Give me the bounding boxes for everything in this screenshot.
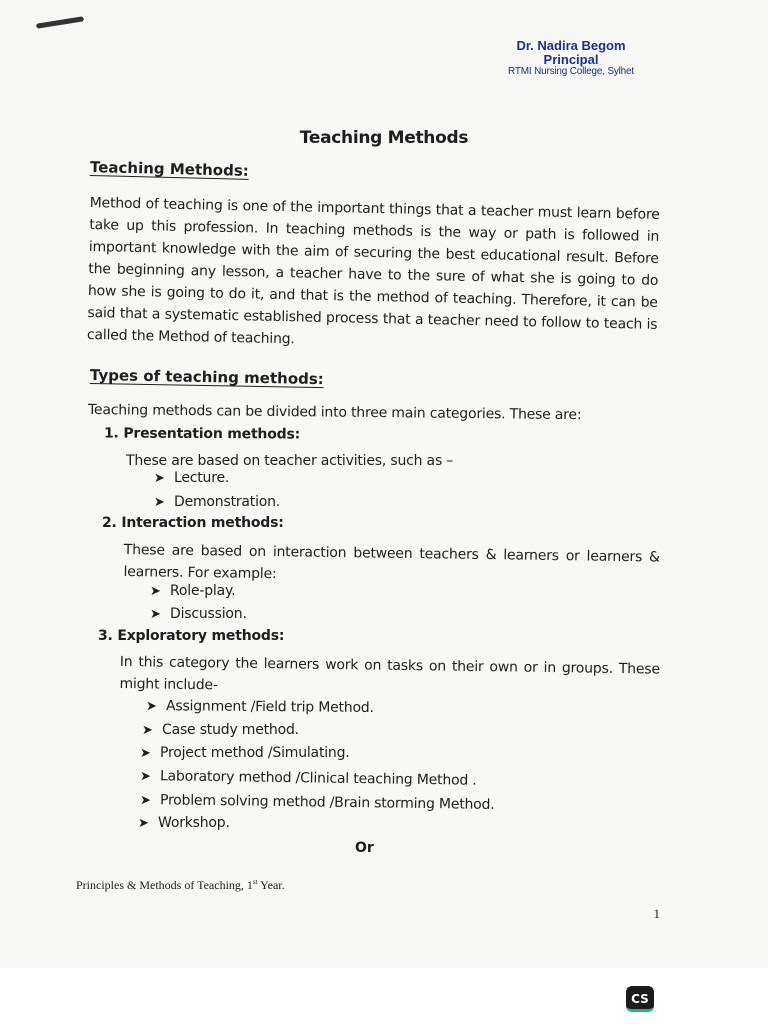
arrowhead-bullet-icon: ➤ xyxy=(139,769,151,785)
list-item: ➤ Laboratory method /Clinical teaching Method . xyxy=(139,768,477,789)
categories-intro: Teaching methods can be divided into three main categories. These are: xyxy=(87,402,582,424)
page-number: 1 xyxy=(653,906,660,921)
footer-course: Principles & Methods of Teaching, 1st Year. xyxy=(76,878,285,892)
or-separator: Or xyxy=(355,840,374,856)
author-institution: RTMI Nursing College, Sylhet xyxy=(508,66,634,77)
author-role: Principal xyxy=(543,52,599,67)
list-item: ➤ Demonstration. xyxy=(154,494,281,510)
camscanner-logo-icon: CS xyxy=(626,986,654,1012)
author-name: Dr. Nadira Begom xyxy=(516,38,626,53)
author-block xyxy=(496,38,646,77)
list-item: ➤ Workshop. xyxy=(138,815,230,831)
page-title: Teaching Methods xyxy=(299,128,469,148)
list-item: ➤ Discussion. xyxy=(150,606,247,622)
arrowhead-bullet-icon: ➤ xyxy=(139,793,151,809)
category-title-presentation: 1. Presentation methods: xyxy=(103,425,301,443)
list-item: ➤ Lecture. xyxy=(154,470,230,486)
pen-mark xyxy=(36,16,84,28)
arrowhead-bullet-icon: ➤ xyxy=(138,816,149,831)
list-item: ➤ Case study method. xyxy=(142,722,299,738)
list-item: ➤ Assignment /Field trip Method. xyxy=(145,698,374,716)
category-desc-presentation: These are based on teacher activities, such as – xyxy=(126,453,454,469)
list-item: ➤ Role-play. xyxy=(150,583,236,599)
section-heading-teaching-methods: Teaching Methods: xyxy=(89,158,249,180)
category-desc-interaction: These are based on interaction between teachers & learners or learners & learners. For example: xyxy=(123,541,660,583)
arrowhead-bullet-icon: ➤ xyxy=(145,699,157,715)
arrowhead-bullet-icon: ➤ xyxy=(154,471,165,486)
category-title-exploratory: 3. Exploratory methods: xyxy=(98,628,285,644)
arrowhead-bullet-icon: ➤ xyxy=(150,584,161,599)
arrowhead-bullet-icon: ➤ xyxy=(154,495,165,510)
list-item: ➤ Problem solving method /Brain storming Method. xyxy=(139,792,495,813)
section-heading-types: Types of teaching methods: xyxy=(89,366,324,389)
definition-paragraph: Method of teaching is one of the important things that a teacher must learn before take up this profession. In teaching methods is the way or path is followed in important knowledge with the aim of securing the best educational result. Before the beginning any lesson, a teacher have to the sure of what she is going to do how she is going to do it, and that is the method of teaching. Therefore, it can be said that a systematic established process that a teacher need to follow to teach is called the Method of teaching. xyxy=(86,194,660,348)
list-item: ➤ Project method /Simulating. xyxy=(140,745,350,761)
arrowhead-bullet-icon: ➤ xyxy=(150,607,161,622)
category-title-interaction: 2. Interaction methods: xyxy=(102,515,284,531)
arrowhead-bullet-icon: ➤ xyxy=(142,723,153,738)
category-desc-exploratory: In this category the learners work on tasks on their own or in groups. These might include- xyxy=(119,653,660,694)
arrowhead-bullet-icon: ➤ xyxy=(140,746,151,761)
